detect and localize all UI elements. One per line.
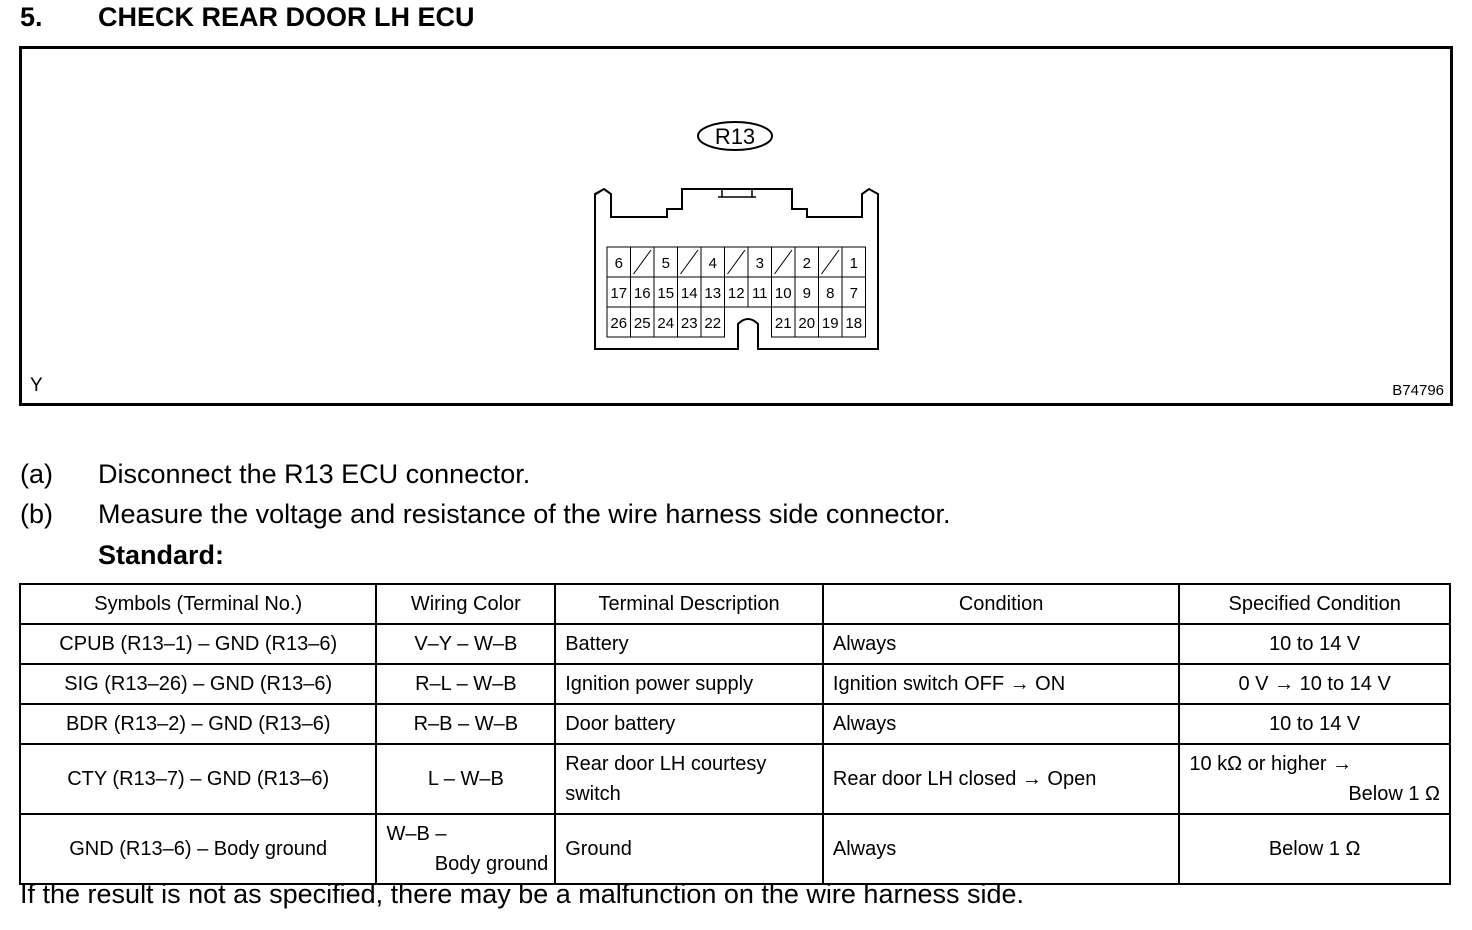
cell-spec: 0 V → 10 to 14 V [1179,664,1450,704]
step-b-label: (b) [20,499,53,529]
pin-number: 10 [774,285,792,302]
pin-number: 14 [680,285,698,302]
pin-number: 17 [610,285,628,302]
empty-pin-slash [634,250,652,274]
cell-description-line2: switch [565,783,621,805]
pin-number: 6 [614,255,623,272]
cell-condition: Always [823,704,1179,744]
pin-number: 5 [661,255,670,272]
cell-spec-line2: Below 1 Ω [1348,783,1440,805]
cell-symbol: CPUB (R13–1) – GND (R13–6) [20,624,376,664]
connector-diagram [22,49,1450,403]
pin-number: 12 [727,285,745,302]
table-row [20,744,1450,814]
cell-description: Door battery [555,704,823,744]
cell-description: Ground [555,814,823,884]
col-header-specified-condition: Specified Condition [1179,584,1450,624]
empty-pin-slash [681,250,699,274]
col-header-symbols: Symbols (Terminal No.) [20,584,376,624]
cell-wiring-color-line2: Body ground [434,853,549,875]
empty-pin-slash [822,250,840,274]
step-a-label: (a) [20,459,53,489]
pin-number: 8 [826,285,835,302]
pin-number: 21 [774,315,792,332]
connector-figure [19,46,1453,406]
cell-wiring-color-line1: W–B – [386,823,447,845]
pin-number: 16 [633,285,651,302]
step-number: 5. [20,2,43,32]
pin-number: 9 [802,285,811,302]
pin-number: 7 [849,285,858,302]
pin-number: 26 [610,315,628,332]
pin-number: 25 [633,315,651,332]
pin-number: 3 [755,255,764,272]
cell-wiring-color [376,814,555,884]
empty-pin-slash [728,250,746,274]
pin-number: 11 [751,285,768,302]
cell-spec: 10 to 14 V [1179,624,1450,664]
cell-spec: 10 to 14 V [1179,704,1450,744]
cell-spec: Below 1 Ω [1179,814,1450,884]
empty-pin-slash [775,250,793,274]
pin-number: 22 [704,315,722,332]
pin-number: 23 [680,315,698,332]
cell-symbol: BDR (R13–2) – GND (R13–6) [20,704,376,744]
col-header-terminal-description: Terminal Description [555,584,823,624]
cell-wiring-color: V–Y – W–B [376,624,555,664]
col-header-wiring-color: Wiring Color [376,584,555,624]
cell-condition: Always [823,624,1179,664]
pin-grid [607,247,866,337]
cell-condition: Rear door LH closed → Open [823,744,1179,814]
pin-number: 13 [704,285,722,302]
pin-number: 24 [657,315,675,332]
pin-number: 1 [849,255,858,272]
cell-description [555,744,823,814]
table-row [20,704,1450,744]
figure-code: B74796 [1392,382,1444,399]
cell-description-line1: Rear door LH courtesy [565,753,767,775]
table-header-row [20,584,1450,624]
table-row [20,814,1450,884]
standard-label: Standard: [98,540,225,570]
cell-symbol: GND (R13–6) – Body ground [20,814,376,884]
cell-spec-line1: 10 kΩ or higher → [1189,753,1353,775]
connector-label: R13 [714,124,756,149]
spec-table [19,583,1451,885]
pin-number: 18 [845,315,863,332]
connector-latch [718,189,756,197]
cell-condition: Always [823,814,1179,884]
cell-spec [1179,744,1450,814]
cell-wiring-color: L – W–B [376,744,555,814]
pin-number: 20 [798,315,816,332]
cell-description: Ignition power supply [555,664,823,704]
figure-corner-mark: Y [30,375,43,396]
cell-symbol: SIG (R13–26) – GND (R13–6) [20,664,376,704]
cell-symbol: CTY (R13–7) – GND (R13–6) [20,744,376,814]
step-a-text: Disconnect the R13 ECU connector. [98,459,531,489]
pin-number: 15 [657,285,675,302]
cell-wiring-color: R–B – W–B [376,704,555,744]
col-header-condition: Condition [823,584,1179,624]
table-row [20,664,1450,704]
pin-number: 2 [802,255,811,272]
table-row [20,624,1450,664]
pin-number: 19 [821,315,839,332]
cell-description: Battery [555,624,823,664]
step-b-text: Measure the voltage and resistance of the wire harness side connector. [98,499,951,529]
cell-wiring-color: R–L – W–B [376,664,555,704]
footer-note: If the result is not as specified, there may be a malfunction on the wire harness side. [20,879,1025,909]
step-title: CHECK REAR DOOR LH ECU [98,2,475,32]
cell-condition: Ignition switch OFF → ON [823,664,1179,704]
pin-number: 4 [708,255,717,272]
